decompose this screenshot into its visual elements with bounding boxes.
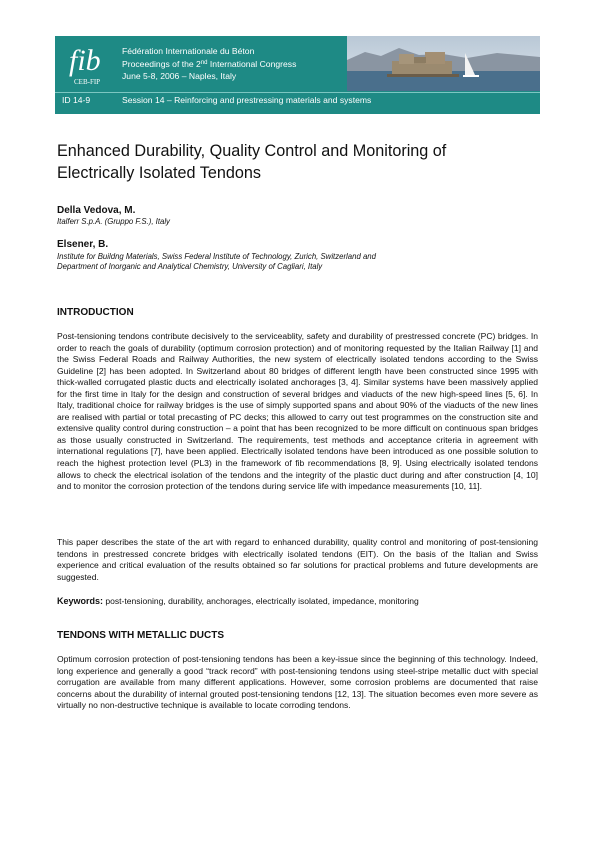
author-name: Elsener, B. xyxy=(57,239,109,250)
castle-photo xyxy=(347,36,540,91)
proceedings-line: Proceedings of the 2nd International Congress xyxy=(122,59,297,69)
body-paragraph: Post-tensioning tendons contribute decisively to the serviceablity, safety and durability of prestressed concrete (PC) bridges. In order to reach the goals of durability (optimum corrosion protection) and of monitoring requested by the Italian Railway [1] and the Swiss Federal Roads and Railway Authorities, the new system of electrically isolated tendons according to the Swiss Guideline [2] has been adopted. In Switzerland about 80 bridges of different length have been constructed since 1995 with thick-walled corrugated plastic ducts and electrically isolated anchorages [3, 4]. Similar systems have been massively applied for the first time in Italy for the design and construction of several bridges and viaducts of the new high-speed lines [5, 6]. In Italy, traditional choice for railway bridges is the use of simply supported spans and about 90% of the viaducts of the new lines are realised with partial or total precasting of PC decks; this allowed to carry out test programmes on the construction site and extensive quality control during construction – a point that has been recognized to be more difficult on continuous span bridges as those usually constructed in Switzerland. The requirements, test methods and acceptance criteria in agreement with international regulations [7], have been applied. Electrically isolated tendons have been introduced as one possible solution to reach the highest protection level (PL3) in the framework of fib recommendations [8, 9]. Using electrically isolated tendons allows to check the electrical isolation of the tendons and the integrity of the plastic duct during and after construction [4, 10] and to monitor the corrosion protection of the tendons during service life with impedance measurements [10, 11]. xyxy=(57,331,538,492)
section-heading: TENDONS WITH METALLIC DUCTS xyxy=(57,630,225,641)
congress-info xyxy=(122,45,296,82)
keywords-list: post-tensioning, durability, anchorages, electrically isolated, impedance, monitoring xyxy=(103,596,419,606)
fib-logo xyxy=(55,36,117,91)
keywords xyxy=(57,596,419,606)
body-paragraph: Optimum corrosion protection of post-tensioning tendons has been a key-issue since the beginning of this technology. Indeed, long experience and generally a good “track record” with post-tensioning tendons using steel-stripe metallic duct with special corrugation are available from many different applications. However, some corrosion problems are documented that raise concerns about the durability of internal grouted post-tensioning tendons [12, 13]. The situation becomes even more severe as virtually no non-destructive technique is available to locate corroding tendons. xyxy=(57,654,538,711)
section-heading: INTRODUCTION xyxy=(57,307,134,318)
body-paragraph: This paper describes the state of the art with regard to enhanced durability, quality control and monitoring of post-tensioning tendons in prestressed concrete bridges with electrically isolated tendons (EIT). On the basis of the Italian and Swiss experience and critical evaluation of the results obtained so far solutions for practical problems and future developments are suggested. xyxy=(57,537,538,582)
logo-text: fib xyxy=(69,44,101,77)
logo-subtext: CEB-FIP xyxy=(74,78,101,86)
paper-id: ID 14-9 xyxy=(62,95,91,105)
author-affiliation: Department of Inorganic and Analytical Chemistry, University of Cagliari, Italy xyxy=(57,262,323,271)
session-title: Session 14 – Reinforcing and prestressing materials and systems xyxy=(122,95,372,105)
author-name: Della Vedova, M. xyxy=(57,205,136,216)
congress-date-place: June 5-8, 2006 – Naples, Italy xyxy=(122,71,237,81)
author-affiliation: Italferr S.p.A. (Gruppo F.S.), Italy xyxy=(57,217,170,226)
banner-divider xyxy=(55,92,540,93)
paper-title: Enhanced Durability, Quality Control and Monitoring of Electrically Isolated Tendons xyxy=(57,142,447,182)
header-banner xyxy=(55,36,540,114)
federation-name: Fédération Internationale du Béton xyxy=(122,46,255,56)
keywords-label: Keywords: xyxy=(57,596,104,606)
author-affiliation: Institute for Buildng Materials, Swiss Federal Institute of Technology, Zurich, Switzerland and xyxy=(57,252,376,261)
